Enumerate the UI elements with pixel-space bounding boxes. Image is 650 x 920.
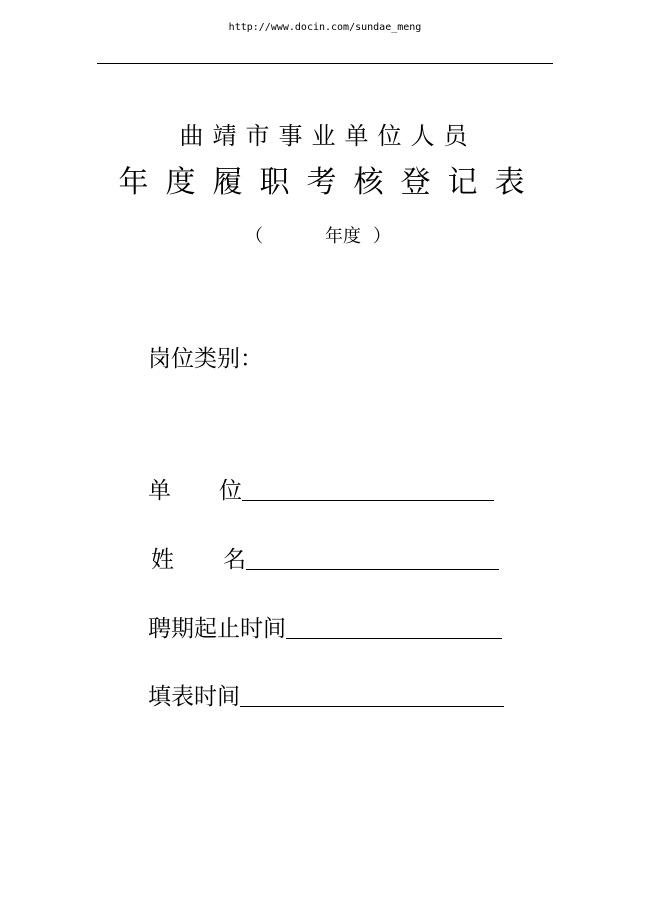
post-category-label: 岗位类别：: [148, 346, 263, 372]
name-label: [151, 545, 246, 575]
year-row: [245, 222, 391, 248]
header-url: http://www.docin.com/sundae_meng: [228, 22, 422, 33]
term-field: [148, 610, 502, 644]
header-divider: [97, 63, 553, 64]
fill-time-label: 填表时间: [148, 684, 240, 710]
term-blank-line[interactable]: [286, 638, 502, 639]
unit-label-char-2: 位: [219, 478, 242, 504]
year-open-paren: （: [245, 226, 263, 247]
name-field: [151, 541, 499, 575]
unit-blank-line[interactable]: [242, 500, 494, 501]
unit-field: [148, 472, 494, 506]
name-label-char-1: 姓: [151, 547, 174, 573]
title-line-2: 年度履职考核登记表: [118, 165, 542, 200]
unit-label: [148, 476, 242, 506]
name-label-char-2: 名: [223, 547, 246, 573]
term-label: 聘期起止时间: [148, 616, 286, 642]
fill-time-blank-line[interactable]: [240, 706, 504, 707]
fill-time-field: [148, 678, 504, 712]
unit-label-char-1: 单: [148, 478, 171, 504]
title-line-1: 曲靖市事业单位人员: [179, 122, 477, 150]
name-blank-line[interactable]: [246, 569, 499, 570]
year-label: 年度: [325, 226, 361, 247]
year-close-paren: ）: [373, 226, 391, 247]
